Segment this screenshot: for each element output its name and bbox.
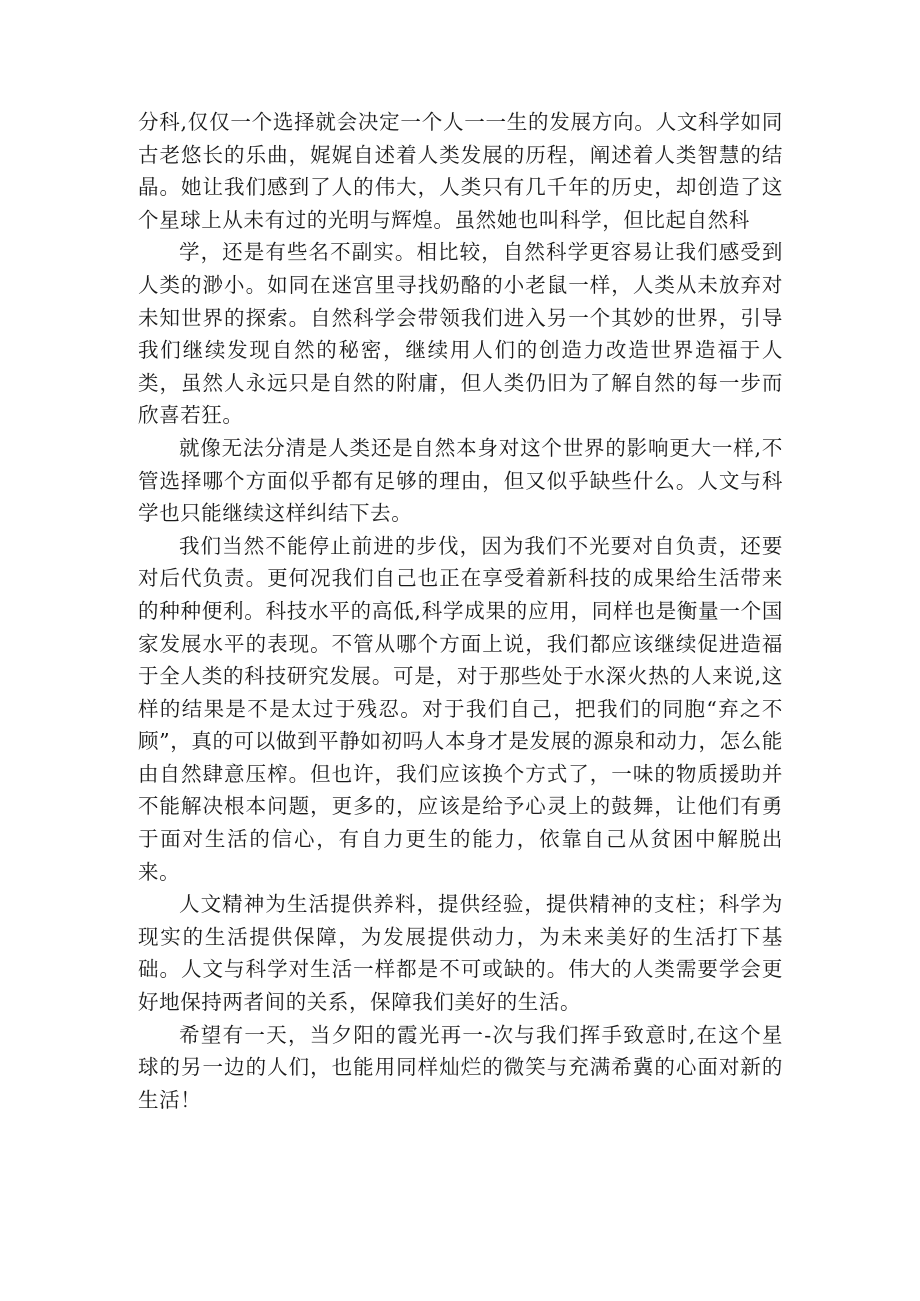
paragraph-3: 就像无法分清是人类还是自然本身对这个世界的影响更大一样,不管选择哪个方面似乎都有足够的理由，但又似乎缺些什么。人文与科学也只能继续这样纠结下去。 bbox=[138, 435, 783, 526]
paragraph-4: 我们当然不能停止前进的步伐，因为我们不光要对自负责，还要对后代负责。更何况我们自己也正在享受着新科技的成果给生活带来的种种便利。科技水平的高低,科学成果的应用，同样也是衡量一个国家发展水平的表现。不管从哪个方面上说，我们都应该继续促进造福于全人类的科技研究发展。可是，对于那些处于水深火热的人来说,这样的结果是不是太过于残忍。对于我们自己，把我们的同胞“弃之不顾”，真的可以做到平静如初吗人本身才是发展的源泉和动力，怎么能由自然肆意压榨。但也许，我们应该换个方式了，一味的物质援助并不能解决根本问题，更多的，应该是给予心灵上的鼓舞，让他们有勇于面对生活的信心，有自力更生的能力，依靠自己从贫困中解脱出来。 bbox=[138, 533, 783, 884]
article-body bbox=[138, 106, 783, 1116]
paragraph-2: 学，还是有些名不副实。相比较，自然科学更容易让我们感受到人类的渺小。如同在迷宫里寻找奶酪的小老鼠一样，人类从未放弃对未知世界的探索。自然科学会带领我们进入另一个其妙的世界，引导我们继续发现自然的秘密，继续用人们的创造力改造世界造福于人类，虽然人永远只是自然的附庸，但人类仍旧为了解自然的每一步而欣喜若狂。 bbox=[138, 240, 783, 428]
paragraph-1: 分科,仅仅一个选择就会决定一个人一一生的发展方向。人文科学如同古老悠长的乐曲，娓娓自述着人类发展的历程，阐述着人类智慧的结晶。她让我们感到了人的伟大，人类只有几千年的历史，却创造了这个星球上从未有过的光明与辉煌。虽然她也叫科学，但比起自然科 bbox=[138, 110, 783, 232]
paragraph-5: 人文精神为生活提供养料，提供经验，提供精神的支柱；科学为现实的生活提供保障，为发展提供动力，为未来美好的生活打下基础。人文与科学对生活一样都是不可或缺的。伟大的人类需要学会更好地保持两者间的关系，保障我们美好的生活。 bbox=[138, 892, 783, 1015]
paragraph-6: 希望有一天，当夕阳的霞光再一-次与我们挥手致意时,在这个星球的另一边的人们，也能用同样灿烂的微笑与充满希冀的心面对新的生活！ bbox=[138, 1022, 783, 1112]
